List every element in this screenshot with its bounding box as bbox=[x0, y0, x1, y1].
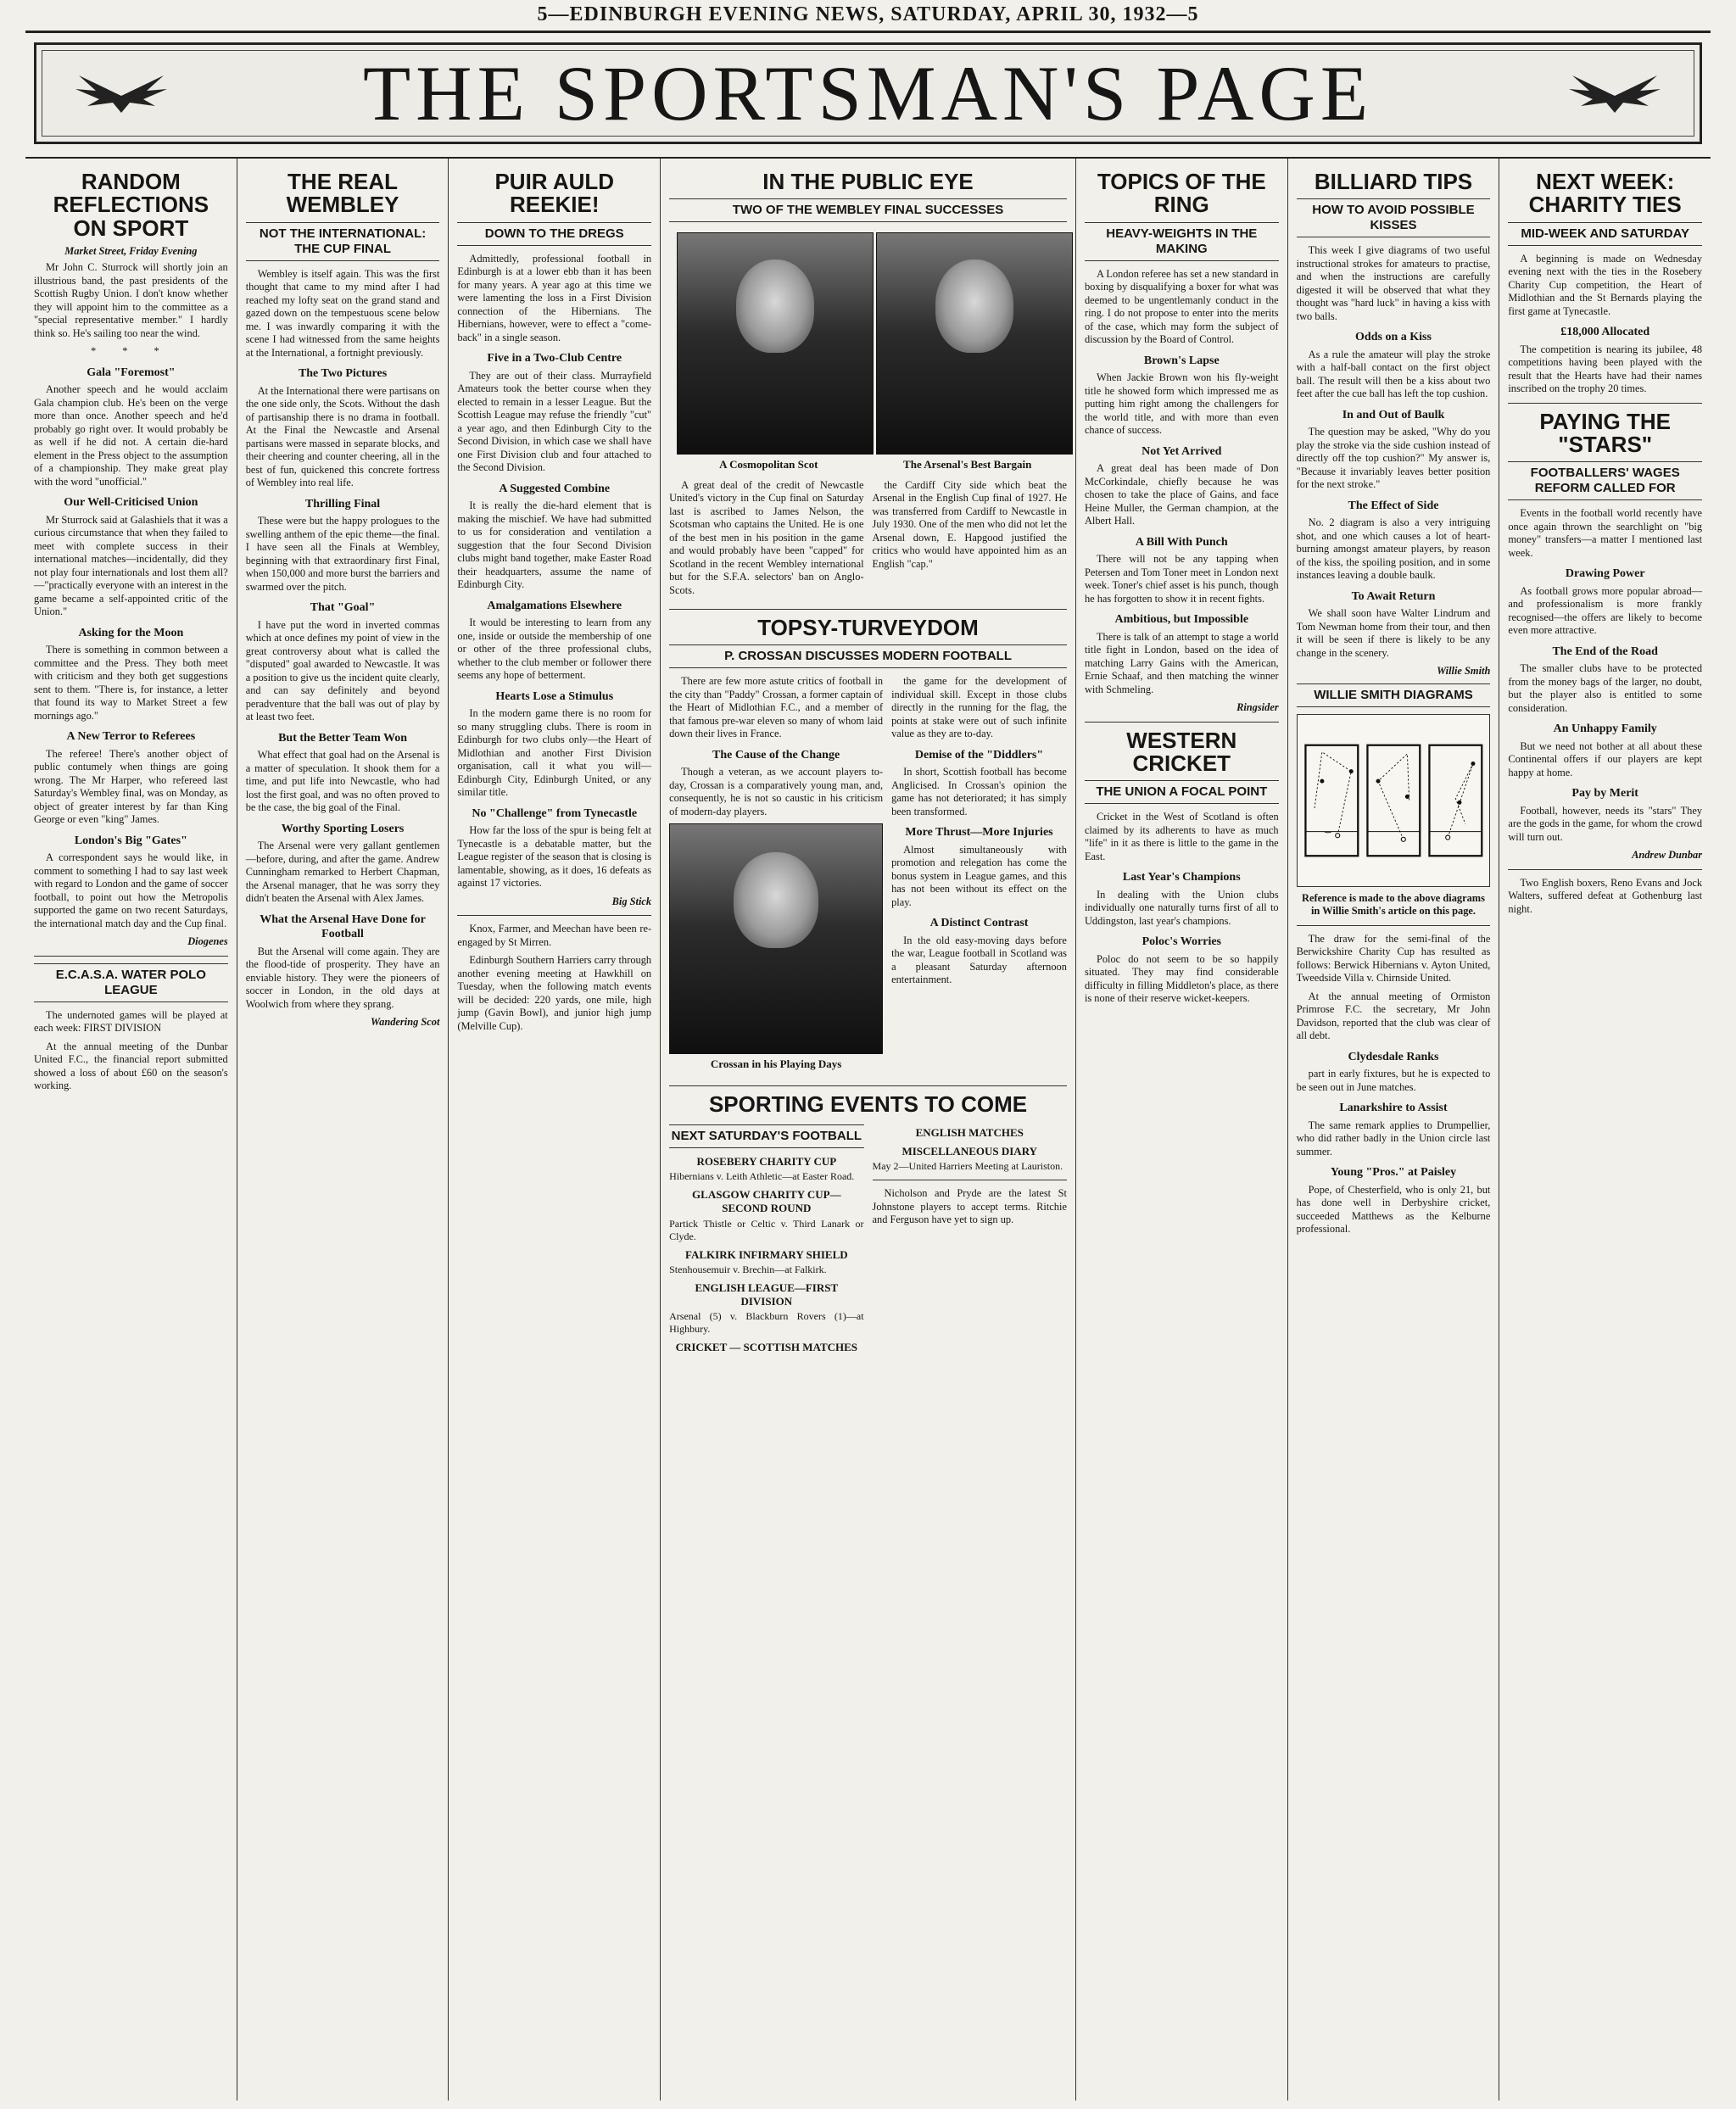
paragraph: In dealing with the Union clubs individually one naturally turns first of all to Uddingston, last year's champions. bbox=[1084, 888, 1279, 927]
paragraph: Football, however, needs its "stars" They are the gods in the game, for whom the crowd will turn out. bbox=[1508, 804, 1703, 843]
paragraph: The draw for the semi-final of the Berwickshire Charity Cup has resulted as follows: Berwick Hibernians v. Ayton United, Tweedside Villa v. Chirnside United. bbox=[1296, 932, 1491, 985]
column-puir-auld-reekie bbox=[449, 159, 661, 2101]
fixture-heading: ROSEBERY CHARITY CUP bbox=[696, 1154, 837, 1168]
paragraph: There will not be any tapping when Petersen and Tom Toner meet in London next week. Toner's chief asset is his punch, though he has forgotten to show it in recent fights. bbox=[1084, 553, 1279, 605]
paragraph: Nicholson and Pryde are the latest St Johnstone players to accept terms. Ritchie and Ferguson have yet to sign up. bbox=[872, 1187, 1067, 1226]
folio-rule bbox=[25, 31, 1711, 33]
diagram-heading: WILLIE SMITH DIAGRAMS bbox=[1297, 683, 1491, 707]
subhead: That "Goal" bbox=[310, 601, 376, 615]
eagle-ornament-left-icon bbox=[70, 64, 172, 123]
photo-caption: Crossan in his Playing Days bbox=[710, 1057, 842, 1071]
column-charity-ties bbox=[1499, 159, 1711, 2101]
subhead: Asking for the Moon bbox=[78, 626, 184, 639]
subhead: In and Out of Baulk bbox=[1342, 408, 1445, 421]
deck: THE UNION A FOCAL POINT bbox=[1085, 780, 1279, 804]
billiard-table-diagram bbox=[1365, 720, 1423, 881]
subhead: What the Arsenal Have Done for Football bbox=[260, 912, 426, 941]
fixture: Stenhousemuir v. Brechin—at Falkirk. bbox=[669, 1263, 827, 1275]
deck: P. CROSSAN DISCUSSES MODERN FOOTBALL bbox=[669, 644, 1067, 668]
fixture-heading: ENGLISH LEAGUE—FIRST DIVISION bbox=[695, 1280, 839, 1308]
paragraph: As football grows more popular abroad—and professionalism is more frankly recognised—the offers are likely to become even more attractive. bbox=[1508, 584, 1703, 637]
subhead: More Thrust—More Injuries bbox=[905, 826, 1053, 840]
byline: Andrew Dunbar bbox=[1632, 849, 1703, 862]
subhead: But the Better Team Won bbox=[278, 731, 408, 745]
paragraph: These were but the happy prologues to the swelling anthem of the epic theme—the final. I have seen all the Finals at Wembley, beginning with that extraordinary first Final, when 150,000 and more burst the barriers and swarmed over the pitch. bbox=[245, 515, 440, 593]
paragraph: No. 2 diagram is also a very intriguing shot, and one which causes a lot of heart-burning amongst amateur players, by reason of the kiss, the spoiling position, and in some instances leaving a double baulk. bbox=[1296, 516, 1491, 582]
paragraph: A London referee has set a new standard in boxing by disqualifying a boxer for what was deemed to be ungentlemanly conduct in the ring. I do not propose to enter into the merits of the case, which may form the subject of discussion by the Board of Control. bbox=[1084, 267, 1279, 346]
paragraph: The competition is nearing its jubilee, 48 competitions having been played with the result that the Hearts have had their names inscribed on the trophy 20 times. bbox=[1508, 343, 1703, 395]
paragraph: We shall soon have Walter Lindrum and Tom Newman home from their tour, and then it will be seen if there is likely to be any change in the scenery. bbox=[1296, 607, 1491, 659]
paragraph: It would be interesting to learn from any one, inside or outside the membership of one or other of the three professional clubs, whether to the club member or follower there seems any hope of betterment. bbox=[457, 617, 652, 682]
photo-block bbox=[677, 229, 860, 478]
deck: MID-WEEK AND SATURDAY bbox=[1508, 222, 1702, 246]
columns bbox=[25, 157, 1711, 2101]
paragraph: Almost simultaneously with promotion and relegation has come the bonus system in League games, and this has not been without its effect on the play. bbox=[891, 843, 1067, 908]
subhead: To Await Return bbox=[1351, 589, 1436, 603]
headline: TOPICS OF THE RING bbox=[1097, 169, 1266, 218]
rule bbox=[1508, 869, 1702, 870]
paragraph: At the International there were partisans on the one side only, the Scots. Without the dash of partisanship there is no drama in football. At the Final the Newcastle and Arsenal partisans were massed in separate blocks, and their cheering and counter cheering, all in the best of fun, quickened this concrete fortress of Wembley into real life. bbox=[245, 384, 440, 489]
dateline: Market Street, Friday Evening bbox=[64, 244, 198, 257]
byline: Big Stick bbox=[611, 895, 652, 907]
fixture-heading: ENGLISH MATCHES bbox=[915, 1125, 1024, 1139]
paragraph: Admittedly, professional football in Edinburgh is at a lower ebb than it has been for many years. A year ago at this time we were lamenting the loss in a First Division connection of the Hibernians. The Hibernians, however, were to effect a "come-back" in a single season. bbox=[457, 252, 652, 343]
headline: NEXT WEEK: CHARITY TIES bbox=[1528, 169, 1682, 218]
separator: * * * bbox=[90, 345, 171, 358]
photo-row bbox=[669, 229, 1067, 478]
paragraph: Events in the football world recently have once again thrown the searchlight on "big money" transfers—a matter I mentioned last week. bbox=[1508, 507, 1703, 559]
subhead: A New Terror to Referees bbox=[66, 730, 196, 744]
photo-block bbox=[876, 229, 1059, 478]
subhead: Brown's Lapse bbox=[1143, 354, 1220, 367]
subhead: Demise of the "Diddlers" bbox=[914, 748, 1044, 762]
subcolumn bbox=[669, 1121, 863, 1357]
paragraph: part in early fixtures, but he is expected to be seen out in June matches. bbox=[1296, 1068, 1491, 1093]
subcolumn bbox=[873, 479, 1067, 603]
paragraph: What effect that goal had on the Arsenal is a matter of speculation. It shook them for a time, and put life into Newcastle, who had lost the first goal, and was no often proved to be the case, the big goal of the Final. bbox=[245, 749, 440, 814]
rule bbox=[1508, 403, 1702, 404]
headline: PAYING THE "STARS" bbox=[1539, 408, 1671, 457]
paragraph: When Jackie Brown won his fly-weight title he showed form which impressed me as putting him right among the challengers for the world title, and with more than even chance of success. bbox=[1084, 371, 1279, 437]
fixture: Partick Thistle or Celtic v. Third Lanark or Clyde. bbox=[669, 1217, 864, 1242]
eagle-ornament-right-icon bbox=[1564, 64, 1666, 123]
headline: TOPSY-TURVEYDOM bbox=[757, 615, 979, 641]
subhead: Drawing Power bbox=[1565, 567, 1645, 581]
paragraph: But the Arsenal will come again. They are the flood-tide of prosperity. They have an enviable history. They were the pioneers of soccer in London, in the old days at Woolwich from where they sprang. bbox=[245, 945, 440, 1010]
masthead-title: THE SPORTSMAN'S PAGE bbox=[362, 50, 1374, 137]
paragraph: In the old easy-moving days before the war, League football in Scotland was a pleasant Saturday afternoon entertainment. bbox=[891, 934, 1067, 986]
byline: Wandering Scot bbox=[371, 1016, 440, 1029]
paragraph: Though a veteran, as we account players to-day, Crossan is a comparatively young man, and, consequently, he is not so caustic in his criticism of modern-day players. bbox=[669, 766, 884, 817]
column-random-reflections bbox=[25, 159, 237, 2101]
paragraph: There are few more astute critics of football in the city than "Paddy" Crossan, a former captain of the Heart of Midlothian F.C., and a member of that famous pre-war eleven so many of whom laid down their lives in France. bbox=[669, 675, 884, 740]
paragraph: This week I give diagrams of two useful instructional strokes for amateurs to practise, and when the instructions are carefully digested it will be observed that what they thought was "hard luck" in having a kiss with two balls. bbox=[1296, 244, 1491, 322]
paragraph: In the modern game there is no room for so many struggling clubs. There is room in Edinburgh for two clubs only—the Heart of Midlothian and another First Division organisation, call it what you will—Edinburgh City, Edinburgh United, or any similar title. bbox=[457, 707, 652, 799]
rule bbox=[34, 956, 228, 957]
subhead: Hearts Lose a Stimulus bbox=[495, 689, 614, 703]
byline: Willie Smith bbox=[1437, 665, 1491, 678]
portrait-photo bbox=[876, 232, 1073, 455]
paragraph: Mr Sturrock said at Galashiels that it was a curious circumstance that when they failed to meet with complete success in their international matches—incidentally, did they not play four internationals and lost them all?—"practically everyone with an interest in the game became a self-appointed critic of the Union." bbox=[34, 513, 228, 618]
headline: BILLIARD TIPS bbox=[1314, 169, 1473, 194]
subhead: Odds on a Kiss bbox=[1355, 331, 1432, 344]
rule bbox=[669, 1085, 1067, 1086]
deck: FOOTBALLERS' WAGES REFORM CALLED FOR bbox=[1508, 461, 1702, 500]
paragraph: Mr John C. Sturrock will shortly join an illustrious band, the past presidents of the Scottish Rugby Union. I don't know whether they will appoint him to the committee as a "special representative member." I hardly think so. He's sailing too near the wind. bbox=[34, 261, 228, 339]
fixture-heading: FALKIRK INFIRMARY SHIELD bbox=[684, 1247, 848, 1261]
fixture-heading: CRICKET — SCOTTISH MATCHES bbox=[675, 1341, 858, 1354]
column-real-wembley bbox=[237, 159, 449, 2101]
two-column-text bbox=[669, 675, 1067, 1078]
diagram-note: Reference is made to the above diagrams in Willie Smith's article on this page. bbox=[1302, 891, 1485, 918]
headline: PUIR AULD REEKIE! bbox=[494, 169, 615, 218]
paragraph: The same remark applies to Drumpellier, who did rather badly in the Union circle last summer. bbox=[1296, 1119, 1491, 1158]
paragraph: But we need not bother at all about these Continental offers if our players are kept happy at home. bbox=[1508, 739, 1703, 778]
paragraph: Another speech and he would acclaim Gala champion club. He's been on the verge more than once. Another speech and he'd probably go right over. It would probably be as well if he did not. A certain die-hard element in the Press object to the assumption of a championship. They make great play with the word "unofficial." bbox=[34, 383, 228, 488]
paragraph: In short, Scottish football has become Anglicised. In Crossan's opinion the game has not deteriorated; it has simply been transformed. bbox=[891, 766, 1067, 817]
byline: Diogenes bbox=[187, 935, 228, 948]
paragraph: The referee! There's another object of public contumely when things are going wrong. The Mr Harper, who refereed last Saturday's Wembley final, was on Monday, as object of greater interest by far than King George or even "king" James. bbox=[34, 747, 228, 826]
photo-caption: A Cosmopolitan Scot bbox=[719, 458, 818, 471]
paragraph: The smaller clubs have to be protected from the money bags of the larger, no doubt, but the player also is entitled to some consideration. bbox=[1508, 662, 1703, 714]
paragraph: Knox, Farmer, and Meechan have been re-engaged by St Mirren. bbox=[457, 923, 652, 948]
subhead: No "Challenge" from Tynecastle bbox=[472, 806, 638, 820]
fixture-heading: MISCELLANEOUS DIARY bbox=[901, 1145, 1038, 1158]
headline: THE REAL WEMBLEY bbox=[286, 169, 399, 218]
two-column-text bbox=[669, 479, 1067, 603]
headline: WESTERN CRICKET bbox=[1126, 727, 1237, 776]
billiard-table-diagram bbox=[1426, 720, 1485, 881]
paragraph: How far the loss of the spur is being felt at Tynecastle is a debatable matter, but the League register of the season that is closing is lamentable, showing, as it does, 16 defeats as against 17 victories. bbox=[457, 824, 652, 890]
paragraph: A great deal has been made of Don McCorkindale, chiefly because he was chosen to take the place of Gains, and face Heine Muller, the German champion, at the Albert Hall. bbox=[1084, 462, 1279, 527]
subhead: Ambitious, but Impossible bbox=[1114, 613, 1249, 627]
subhead: Pay by Merit bbox=[1571, 787, 1638, 801]
column-billiard-tips bbox=[1288, 159, 1500, 2101]
paragraph: the Cardiff City side which beat the Arsenal in the English Cup final of 1927. He was transferred from Cardiff to Newcastle in July 1930. One of the men who did not let the Arsenal down, E. Hapgood justified the critics who would have appointed him as an English "cap." bbox=[872, 478, 1067, 570]
paragraph: There is something in common between a committee and the Press. They both meet with criticism and they both get suggestions sent to them. "There is, for instance, a letter that found its way to Market Street a few mornings ago." bbox=[34, 644, 228, 722]
fixture-heading: GLASGOW CHARITY CUP—SECOND ROUND bbox=[692, 1188, 841, 1215]
paragraph: A beginning is made on Wednesday evening next with the ties in the Rosebery Charity Cup competition, the Heart of Midlothian and the St Bernards playing the first game at Tynecastle. bbox=[1508, 252, 1703, 317]
paragraph: They are out of their class. Murrayfield Amateurs took the better course when they elected to remain in a lesser League. But the Scottish League may refuse the friendly "cut" a year ago, and then Edinburgh City to the Second Division, in which case we shall have one First Division club and four attached to the Second Division. bbox=[457, 369, 652, 474]
subhead: Last Year's Champions bbox=[1122, 871, 1241, 884]
paragraph: There is talk of an attempt to stage a world title fight in London, based on the idea of matching Larry Gains with the American, Ernie Schaaf, and then matching the winner with Schmeling. bbox=[1084, 630, 1279, 695]
paragraph: I have put the word in inverted commas which at once defines my point of view in the great controversy about what is called the "disputed" goal awarded to Newcastle. It was a position to give us the incident quite clearly, and can say definitely and beyond peradventure that the ball was out of play by at least two feet. bbox=[245, 618, 440, 723]
headline: RANDOM REFLECTIONS ON SPORT bbox=[53, 169, 209, 241]
deck: HEAVY-WEIGHTS IN THE MAKING bbox=[1085, 222, 1279, 261]
subhead: A Bill With Punch bbox=[1135, 535, 1228, 549]
deck: NOT THE INTERNATIONAL: THE CUP FINAL bbox=[246, 222, 440, 261]
billiard-table-diagram bbox=[1303, 720, 1361, 881]
rule bbox=[457, 915, 651, 916]
rule bbox=[1085, 722, 1279, 723]
subhead: Thrilling Final bbox=[304, 497, 381, 511]
paragraph: Pope, of Chesterfield, who is only 21, but has done well in Derbyshire cricket, succeeded Matthews as the Kelburne professional. bbox=[1296, 1183, 1491, 1236]
subhead: The End of the Road bbox=[1552, 644, 1658, 658]
paragraph: Poloc do not seem to be so happily situated. They may find considerable difficulty in filling Middleton's place, as there is none of their reserve wicket-keepers. bbox=[1084, 952, 1279, 1005]
fixture: May 2—United Harriers Meeting at Lauriston. bbox=[872, 1160, 1063, 1173]
paragraph: It is really the die-hard element that is making the mischief. We have had submitted to us for consideration and ventilation a suggestion that the four Second Division clubs might band together, make Easter Road their headquarters, assume the name of Edinburgh City. bbox=[457, 499, 652, 591]
paragraph: the game for the development of individual skill. Except in those clubs directly in the running for the flag, the points at stake were out of such infinite value as they are to-day. bbox=[891, 675, 1067, 740]
paragraph: As a rule the amateur will play the stroke with a half-ball contact on the first object ball. The result will then be a kiss about two feet after the cue ball has left the top cushion. bbox=[1296, 348, 1491, 400]
subhead: Lanarkshire to Assist bbox=[1339, 1102, 1448, 1115]
subhead: Young "Pros." at Paisley bbox=[1330, 1166, 1457, 1180]
subhead: The Effect of Side bbox=[1348, 499, 1439, 512]
paragraph: Wembley is itself again. This was the first thought that came to my mind after I had reached my lofty seat on the grand stand and gazed down on the tempestuous scene below me. I was inwardly comparing it with the scene I had witnessed from the same heights at the International, a fortnight previously. bbox=[245, 267, 440, 359]
column-topics-of-the-ring bbox=[1076, 159, 1288, 2101]
subhead: Worthy Sporting Losers bbox=[281, 822, 405, 835]
face-shape bbox=[736, 259, 814, 352]
subheadline: E.C.A.S.A. WATER POLO LEAGUE bbox=[34, 963, 228, 1002]
fixture: Arsenal (5) v. Blackburn Rovers (1)—at Highbury. bbox=[669, 1310, 864, 1336]
paragraph: Edinburgh Southern Harriers carry through another evening meeting at Hawkhill on Tuesday, when the following match events will be decided: 220 yards, one mile, high jump (Gavin Bowl), and junior high jump (Melville Cup). bbox=[457, 954, 652, 1032]
paragraph: The undernoted games will be played at each week: FIRST DIVISION bbox=[34, 1008, 228, 1035]
subhead: London's Big "Gates" bbox=[74, 834, 187, 847]
subhead: £18,000 Allocated bbox=[1560, 326, 1650, 339]
deck: HOW TO AVOID POSSIBLE KISSES bbox=[1297, 198, 1491, 237]
subhead: Gala "Foremost" bbox=[87, 365, 176, 379]
subhead: The Cause of the Change bbox=[712, 748, 840, 762]
subhead: A Distinct Contrast bbox=[929, 917, 1029, 930]
paragraph: Two English boxers, Reno Evans and Jock Walters, suffered defeat at Gothenburg last night. bbox=[1508, 876, 1703, 915]
column-public-eye bbox=[661, 159, 1076, 2101]
subhead: An Unhappy Family bbox=[1553, 723, 1657, 736]
subcolumn bbox=[891, 675, 1067, 1078]
subhead: Poloc's Worries bbox=[1142, 935, 1222, 949]
subhead: Five in a Two-Club Centre bbox=[487, 352, 622, 365]
byline: Ringsider bbox=[1236, 701, 1279, 714]
headline: IN THE PUBLIC EYE bbox=[762, 169, 974, 194]
subhead: Not Yet Arrived bbox=[1142, 444, 1222, 458]
deck: TWO OF THE WEMBLEY FINAL SUCCESSES bbox=[669, 198, 1067, 222]
rule bbox=[669, 609, 1067, 610]
folio: 5—EDINBURGH EVENING NEWS, SATURDAY, APRIL 30, 1932—5 bbox=[537, 3, 1199, 25]
subhead: A Suggested Combine bbox=[499, 482, 611, 495]
subhead: Our Well-Criticised Union bbox=[64, 496, 198, 510]
paragraph: The question may be asked, "Why do you play the stroke via the side cushion instead of directly off the top cushion?" My answer is, "Because it invariably leaves better position for the next stroke." bbox=[1296, 426, 1491, 491]
paragraph: The Arsenal were very gallant gentlemen—before, during, and after the game. Andrew Cunningham remarked to Herbert Chapman, the Arsenal manager, that he was sorry they didn't beaten the Arsenal with Alex James. bbox=[245, 840, 440, 905]
paragraph: A correspondent says he would like, in comment to something I had to say last week with regard to London and the game of soccer football, to point out how the Metropolis supported the game on two recent Saturdays, the international match day and the Cup final. bbox=[34, 851, 228, 929]
paragraph: Cricket in the West of Scotland is often claimed by its adherents to have as much "life" in it as there is little to the game in the East. bbox=[1084, 811, 1279, 862]
face-shape bbox=[734, 852, 818, 948]
headline: SPORTING EVENTS TO COME bbox=[708, 1091, 1028, 1117]
fixture: Hibernians v. Leith Athletic—at Easter Road. bbox=[669, 1170, 855, 1183]
subcolumn bbox=[669, 479, 863, 603]
subcolumn bbox=[873, 1121, 1067, 1357]
rule bbox=[1297, 925, 1491, 926]
deck: NEXT SATURDAY'S FOOTBALL bbox=[669, 1124, 863, 1148]
portrait-photo bbox=[677, 232, 874, 455]
portrait-photo bbox=[669, 823, 883, 1054]
subhead: The Two Pictures bbox=[298, 367, 388, 381]
subhead: Amalgamations Elsewhere bbox=[487, 599, 622, 612]
face-shape bbox=[935, 259, 1013, 352]
masthead-banner bbox=[34, 42, 1702, 144]
two-column-text bbox=[669, 1121, 1067, 1357]
billiard-diagrams bbox=[1297, 714, 1491, 887]
paragraph: At the annual meeting of the Dunbar United F.C., the financial report submitted showed a loss of about £60 on the season's working. bbox=[34, 1040, 228, 1092]
photo-caption: The Arsenal's Best Bargain bbox=[903, 458, 1032, 471]
deck: DOWN TO THE DREGS bbox=[457, 222, 651, 246]
paragraph: At the annual meeting of Ormiston Primrose F.C. the secretary, Mr John Davidson, reported that the club was clear of all debt. bbox=[1296, 990, 1491, 1042]
subhead: Clydesdale Ranks bbox=[1348, 1050, 1439, 1063]
paragraph: A great deal of the credit of Newcastle United's victory in the Cup final on Saturday last is ascribed to James Nelson, the Scotsman who captains the United. He is one of the best men in his position in the game and would probably have been "capped" for Scotland in the recent Wembley international but for the S.F.A. selectors' ban on Anglo-Scots. bbox=[669, 478, 864, 596]
subcolumn bbox=[669, 675, 883, 1078]
